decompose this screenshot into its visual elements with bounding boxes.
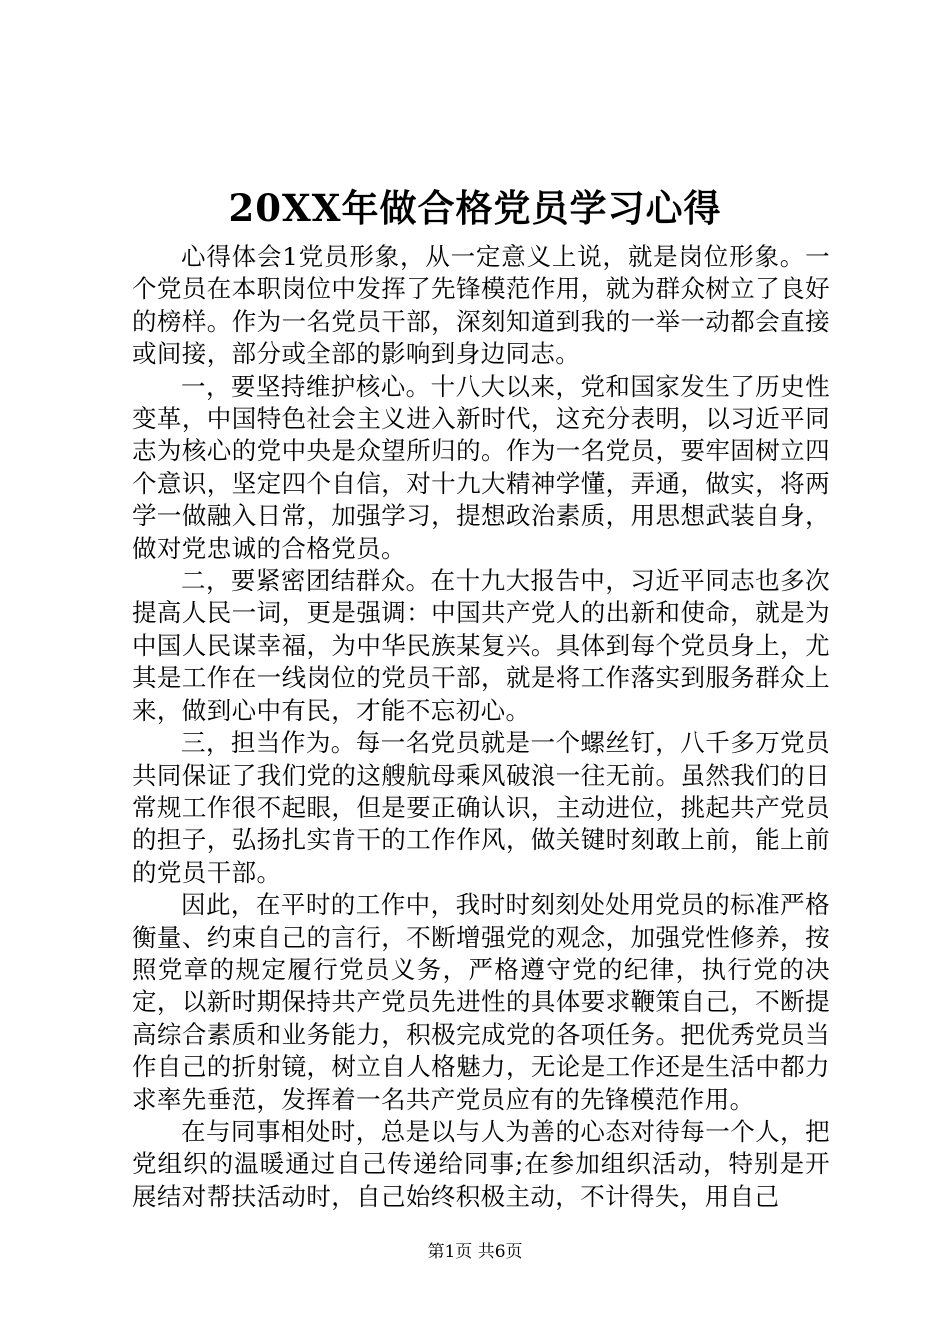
paragraph-colleagues: 在与同事相处时，总是以与人为善的心态对待每一个人，把党组织的温暖通过自己传递给同事;在参加组织活动，特别是开展结对帮扶活动时，自己始终积极主动，不计得失，用自己 (132, 1116, 830, 1211)
paragraph-point-two: 二，要紧密团结群众。在十九大报告中，习近平同志也多次提高人民一词，更是强调：中国共产党人的出新和使命，就是为中国人民谋幸福，为中华民族某复兴。具体到每个党员身上，尤其是工作在一线岗位的党员干部，就是将工作落实到服务群众上来，做到心中有民，才能不忘初心。 (132, 566, 830, 725)
document-body (132, 241, 830, 1213)
paragraph-point-three: 三，担当作为。每一名党员就是一个螺丝钉，八千多万党员共同保证了我们党的这艘航母乘风破浪一往无前。虽然我们的日常规工作很不起眼，但是要正确认识，主动进位，挑起共产党员的担子，弘扬扎实肯干的工作作风，做关键时刻敢上前，能上前的党员干部。 (132, 728, 830, 887)
paragraph-point-one: 一，要坚持维护核心。十八大以来，党和国家发生了历史性变革，中国特色社会主义进入新时代，这充分表明，以习近平同志为核心的党中央是众望所归的。作为一名党员，要牢固树立四个意识，坚定四个自信，对十九大精神学懂，弄通，做实，将两学一做融入日常，加强学习，提想政治素质，用思想武装自身，做对党忠诚的合格党员。 (132, 371, 830, 563)
paragraph-therefore: 因此，在平时的工作中，我时时刻刻处处用党员的标准严格衡量、约束自己的言行，不断增强党的观念，加强党性修养，按照党章的规定履行党员义务，严格遵守党的纪律，执行党的决定，以新时期保持共产党员先进性的具体要求鞭策自己，不断提高综合素质和业务能力，积极完成党的各项任务。把优秀党员当作自己的折射镜，树立自人格魅力，无论是工作还是生活中都力求率先垂范，发挥着一名共产党员应有的先锋模范作用。 (132, 890, 830, 1114)
page-number: 第1页 共6页 (427, 1242, 523, 1262)
document-title: 20XX年做合格党员学习心得 (228, 186, 722, 230)
page-footer (0, 1240, 950, 1264)
paragraph-intro: 心得体会1党员形象，从一定意义上说，就是岗位形象。一个党员在本职岗位中发挥了先锋模范作用，就为群众树立了良好的榜样。作为一名党员干部，深刻知道到我的一举一动都会直接或间接，部分或全部的影响到身边同志。 (132, 242, 830, 369)
